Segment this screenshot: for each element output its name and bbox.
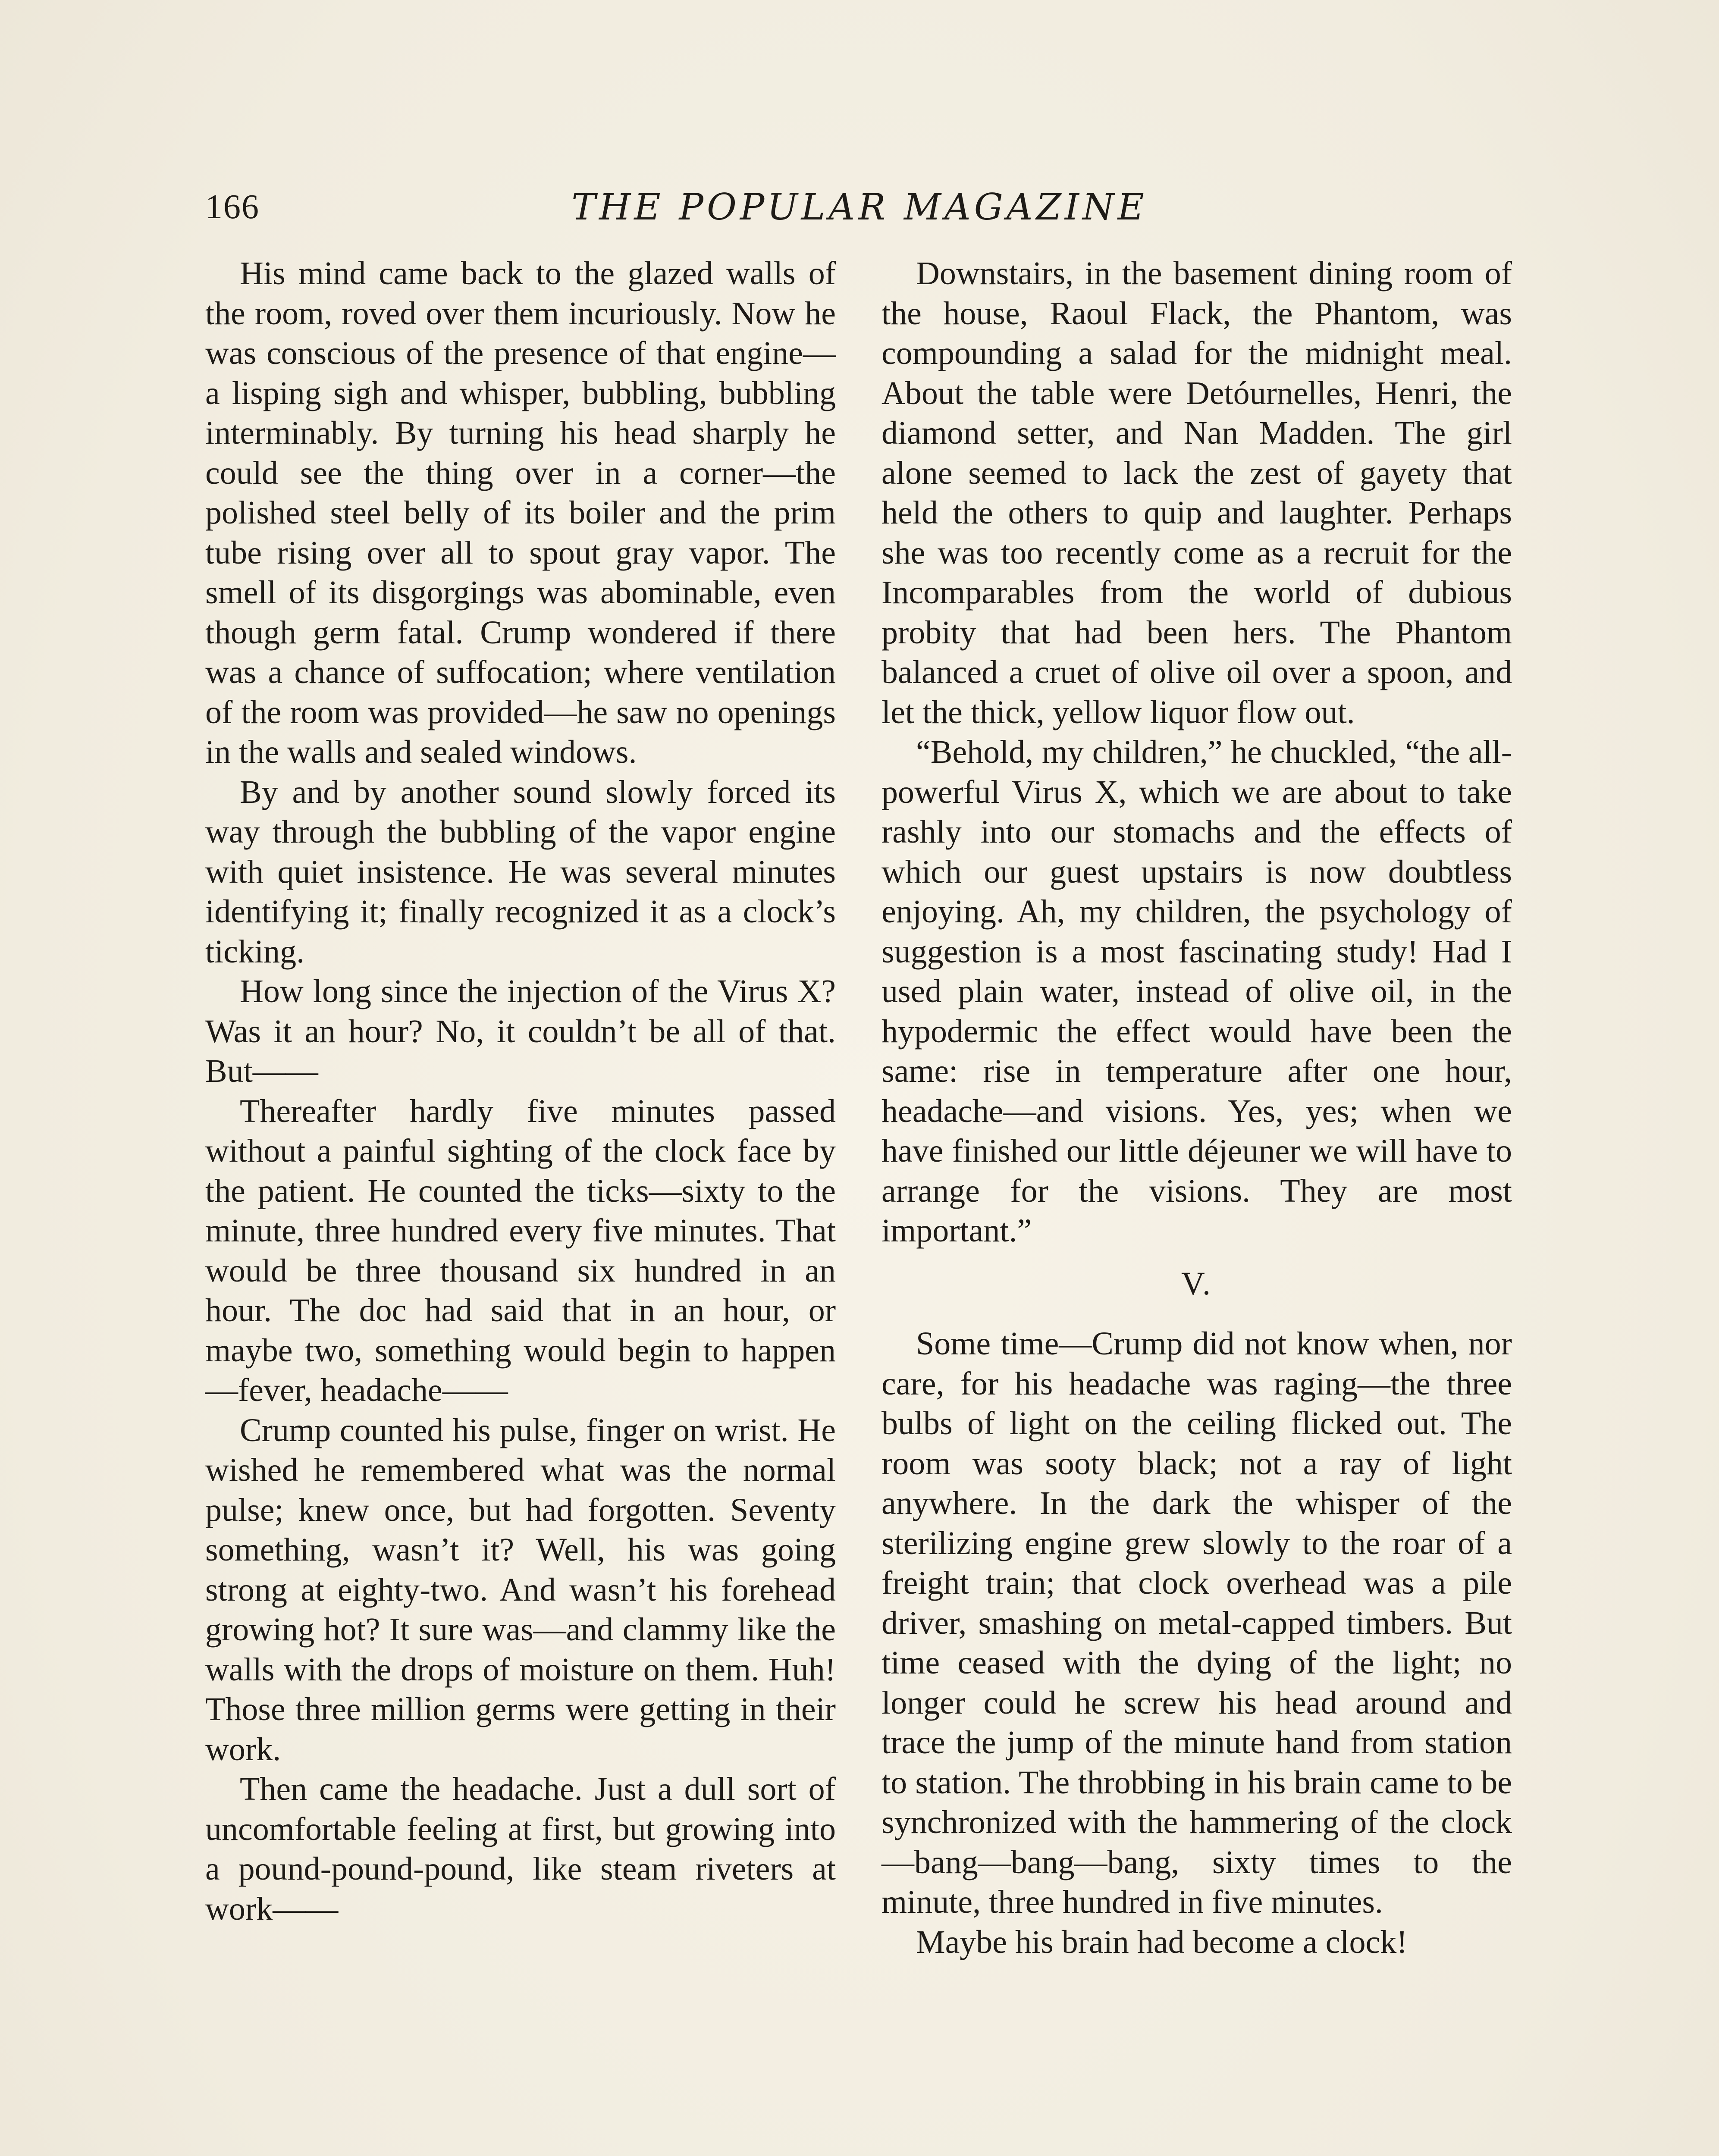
page-number: 166	[205, 188, 260, 226]
paragraph: Downstairs, in the basement dining room of the house, Raoul Flack, the Phantom, was compounding a salad for the midnight meal. About the table were Detóurnelles, Henri, the diamond setter, and Nan Madden. The girl alone seemed to lack the zest of gayety that held the others to quip and laughter. Perhaps she was too recently come as a recruit for the Incomparables from the world of dubious probity that had been hers. The Phantom balanced a cruet of olive oil over a spoon, and let the thick, yellow liquor flow out.	[881, 255, 1512, 730]
left-column	[205, 254, 836, 1929]
paragraph: Maybe his brain had become a clock!	[916, 1924, 1408, 1960]
paragraph: Crump counted his pulse, finger on wrist. He wished he remembered what was the normal pulse; knew once, but had forgotten. Seventy something, wasn’t it? Well, his was going strong at eighty-two. And wasn’t his forehead growing hot? It sure was—and clammy like the walls with the drops of moisture on them. Huh! Those three million germs were getting in their work.	[205, 1412, 836, 1767]
paragraph: How long since the injection of the Virus X? Was it an hour? No, it couldn’t be all of that. But——	[205, 973, 836, 1089]
paragraph: Then came the headache. Just a dull sort of uncomfortable feeling at first, but growing into a pound-pound-pound, like steam riveters at work——	[205, 1771, 836, 1927]
magazine-title: THE POPULAR MAGAZINE	[571, 186, 1148, 228]
paragraph: By and by another sound slowly forced its way through the bubbling of the vapor engine with quiet insistence. He was several minutes identifying it; finally recognized it as a clock’s ticking.	[205, 774, 836, 970]
chapter-heading: V.	[1181, 1265, 1213, 1302]
right-column	[881, 254, 1512, 1962]
paragraph: “Behold, my children,” he chuckled, “the all-powerful Virus X, which we are about to take rashly into our stomachs and the effects of which our guest upstairs is now doubtless enjoying. Ah, my children, the psychology of suggestion is a most fascinating study! Had I used plain water, instead of olive oil, in the hypodermic the effect would have been the same: rise in temperature after one hour, headache—and visions. Yes, yes; when we have finished our little déjeuner we will have to arrange for the visions. They are most important.”	[881, 734, 1512, 1249]
running-head	[205, 183, 1514, 231]
paragraph: Some time—Crump did not know when, nor care, for his headache was raging—the three bulbs of light on the ceiling flicked out. The room was sooty black; not a ray of light anywhere. In the dark the whisper of the sterilizing engine grew slowly to the roar of a freight train; that clock overhead was a pile driver, smashing on metal-capped timbers. But time ceased with the dying of the light; no longer could he screw his head around and trace the jump of the minute hand from station to station. The throbbing in his brain came to be synchronized with the hammering of the clock—bang—bang—bang, sixty times to the minute, three hundred in five minutes.	[881, 1326, 1512, 1920]
paragraph: His mind came back to the glazed walls of the room, roved over them incuriously. Now he was conscious of the presence of that engine—a lisping sigh and whisper, bubbling, bubbling interminably. By turning his head sharply he could see the thing over in a corner—the polished steel belly of its boiler and the prim tube rising over all to spout gray vapor. The smell of its disgorgings was abominable, even though germ fatal. Crump wondered if there was a chance of suffocation; where ventilation of the room was provided—he saw no openings in the walls and sealed windows.	[205, 255, 836, 770]
paragraph: Thereafter hardly five minutes passed without a painful sighting of the clock face by the patient. He counted the ticks—sixty to the minute, three hundred every five minutes. That would be three thousand six hundred in an hour. The doc had said that in an hour, or maybe two, something would begin to happen—fever, headache——	[205, 1093, 836, 1408]
